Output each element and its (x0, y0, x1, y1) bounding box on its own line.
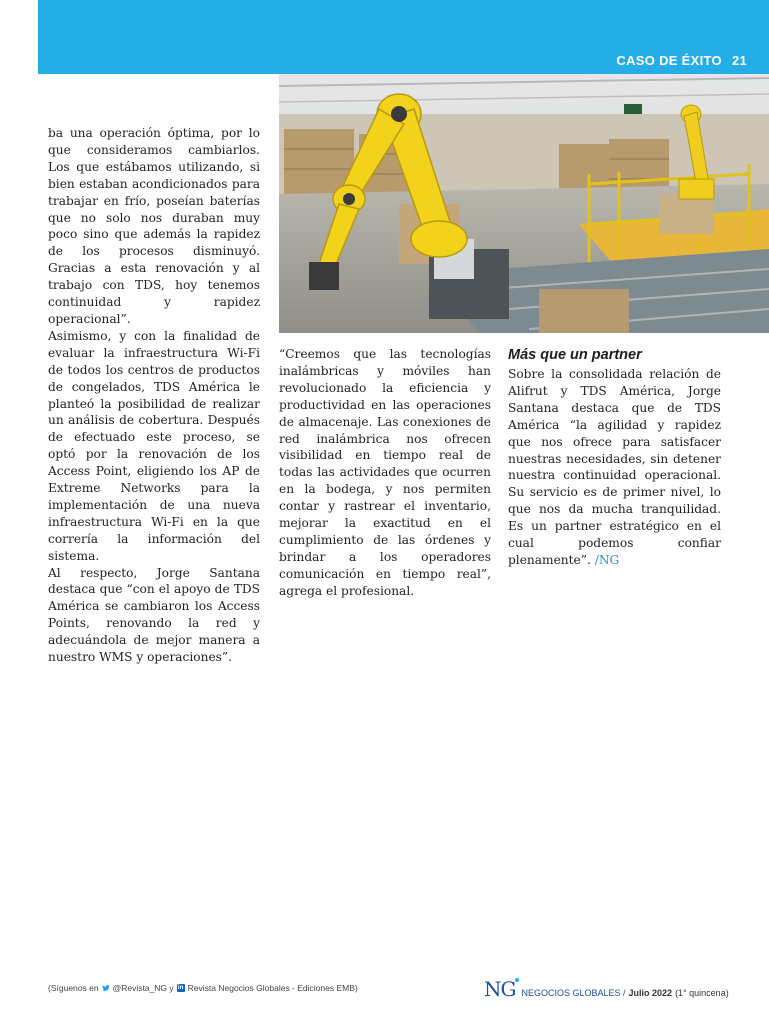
paragraph: Al respecto, Jorge Santana destaca que “con el apoyo de TDS América se cambiaron los Access Points, renovando la red y adecuándola de mejor manera a nuestro WMS y operaciones”. (48, 565, 260, 665)
linkedin-label[interactable]: Revista Negocios Globales - Ediciones EMB) (187, 983, 358, 993)
paragraph-text: Sobre la consolidada relación de Alifrut y TDS América, Jorge Santana destaca que de TDS América “la agilidad y rapidez que nos ofrece para satisfacer nuestras necesidades, sin detener nuestra continuidad operacional. Su servicio es de primer nivel, lo que nos da mucha tranquilidad. Es un partner estratégico en el cual podemos confiar plenamente”. (508, 367, 721, 567)
section-label (616, 53, 747, 68)
twitter-handle[interactable]: @Revista_NG y (112, 983, 174, 993)
article-column-2 (279, 346, 491, 600)
paragraph: “Creemos que las tecnologías inalámbricas y móviles han revolucionado la eficiencia y productividad en las operaciones de almacenaje. Las conexiones de red inalámbrica nos ofrecen visibilidad en tiempo real de todas las actividades que ocurren en la bodega, y nos permiten contar y rastrear el inventario, mejorar la exactitud en el cumplimiento de las órdenes y brindar a los operadores comunicación en tiempo real”, agrega el profesional. (279, 347, 491, 598)
linkedin-icon: in (177, 984, 184, 991)
paragraph: ba una operación óptima, por lo que consideramos cambiarlos. Los que estábamos utilizando, si bien estaban acondicionados para trabajar en frío, poseían baterías que no solo nos duraban muy poco sino que además la rapidez de los procesos disminuyó. Gracias a esta renovación y al trabajo con TDS, hoy tenemos continuidad y rapidez operacional”. (48, 126, 260, 326)
header-bar (38, 0, 769, 74)
twitter-icon (102, 984, 110, 992)
page-number: 21 (731, 53, 747, 68)
article-photo (279, 74, 769, 333)
section-heading: Más que un partner (508, 347, 642, 363)
paragraph: Asimismo, y con la finalidad de evaluar la infraestructura Wi-Fi de todos los centros de productos de congelados, TDS América le planteó la posibilidad de realizar un análisis de cobertura. Después de efectuado este proceso, se optó por la renovación de los Access Point, eligiendo los AP de Extreme Networks para la implementación de una nueva infraestructura Wi-Fi en la que correría la información del sistema. (48, 328, 260, 563)
issue-date: Julio 2022 (628, 988, 673, 998)
magazine-footer (484, 977, 729, 1001)
section-title: CASO DE ÉXITO (616, 53, 722, 68)
magazine-name: NEGOCIOS GLOBALES / (521, 988, 626, 998)
follow-prefix: (Síguenos en (48, 983, 99, 993)
article-column-1 (48, 125, 260, 666)
logo-dot-icon (515, 978, 519, 982)
issue-note: (1° quincena) (675, 988, 729, 998)
logo-text: NG (484, 977, 516, 1001)
article-column-3 (508, 346, 721, 569)
ng-logo (484, 977, 515, 1001)
author-signature: /NG (594, 552, 620, 567)
social-follow (48, 983, 358, 993)
industrial-robot-warehouse-photo (279, 74, 769, 333)
paragraph (508, 366, 721, 569)
